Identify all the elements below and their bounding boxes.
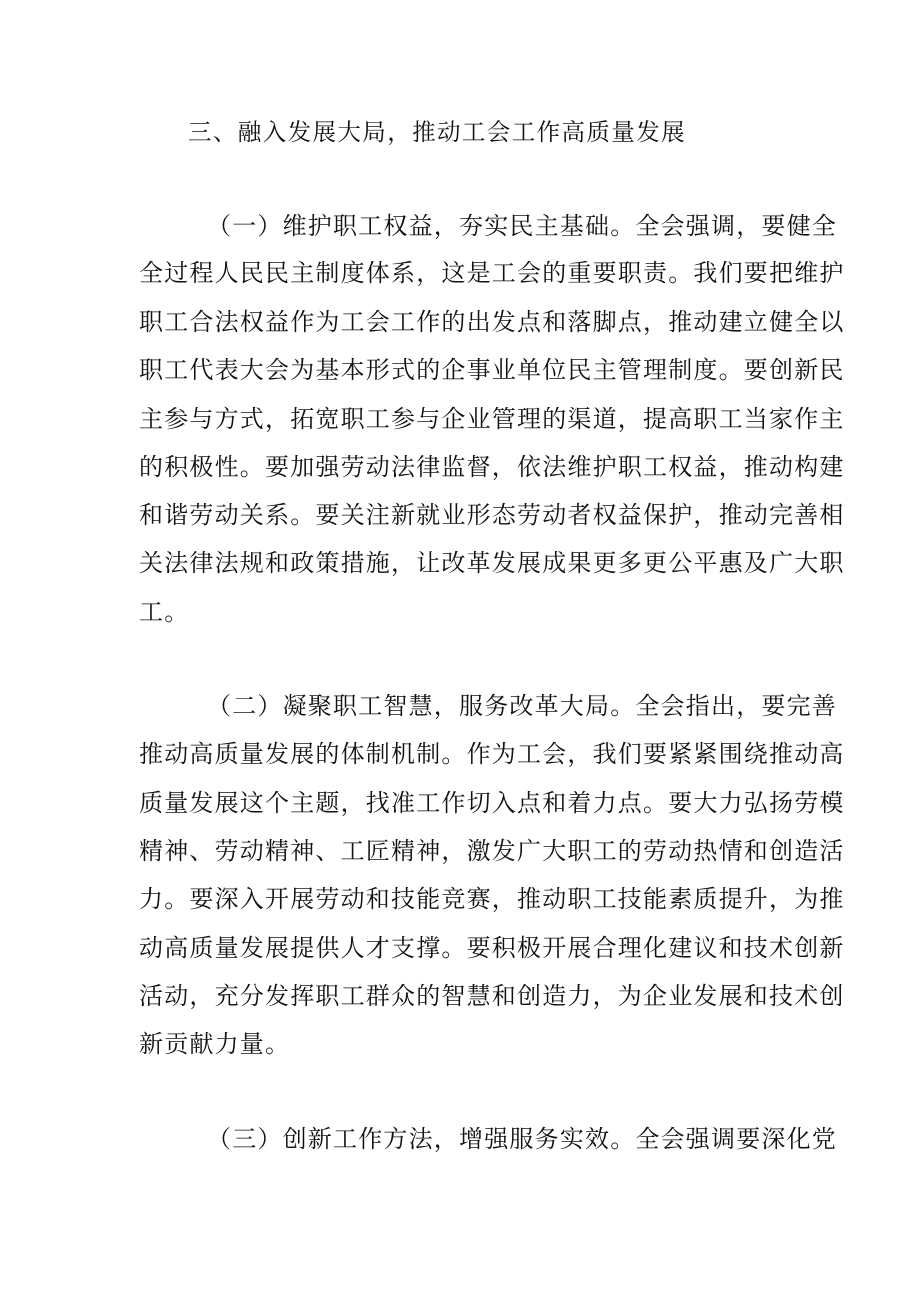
paragraph-line: 职工代表大会为基本形式的企事业单位民主管理制度。要创新民 <box>139 356 845 384</box>
paragraph-line: 的积极性。要加强劳动法律监督，依法维护职工权益，推动构建 <box>139 453 845 481</box>
paragraph-line: 关法律法规和政策措施，让改革发展成果更多更公平惠及广大职 <box>139 549 845 577</box>
paragraph-line: 工。 <box>139 598 190 626</box>
paragraph-line: 质量发展这个主题，找准工作切入点和着力点。要大力弘扬劳模 <box>139 789 845 817</box>
paragraph-line: 动高质量发展提供人才支撑。要积极开展合理化建议和技术创新 <box>139 934 845 962</box>
paragraph-line: （一）维护职工权益，夯实民主基础。全会强调，要健全 <box>207 212 837 240</box>
paragraph-line: 精神、劳动精神、工匠精神，激发广大职工的劳动热情和创造活 <box>139 837 845 865</box>
paragraph-line: 主参与方式，拓宽职工参与企业管理的渠道，提高职工当家作主 <box>139 405 845 433</box>
section-heading: 三、融入发展大局，推动工会工作高质量发展 <box>188 118 686 146</box>
paragraph-line: 职工合法权益作为工会工作的出发点和落脚点，推动建立健全以 <box>139 308 845 336</box>
paragraph-line: 活动，充分发挥职工群众的智慧和创造力，为企业发展和技术创 <box>139 982 845 1010</box>
paragraph-line: 推动高质量发展的体制机制。作为工会，我们要紧紧围绕推动高 <box>139 740 845 768</box>
paragraph-line: 力。要深入开展劳动和技能竞赛，推动职工技能素质提升，为推 <box>139 885 845 913</box>
paragraph-line: 全过程人民民主制度体系，这是工会的重要职责。我们要把维护 <box>139 259 845 287</box>
paragraph-line: 和谐劳动关系。要关注新就业形态劳动者权益保护，推动完善相 <box>139 501 845 529</box>
paragraph-line: 新贡献力量。 <box>139 1030 291 1058</box>
paragraph-line: （三）创新工作方法，增强服务实效。全会强调要深化党 <box>207 1125 837 1153</box>
paragraph-line: （二）凝聚职工智慧，服务改革大局。全会指出，要完善 <box>207 692 837 720</box>
